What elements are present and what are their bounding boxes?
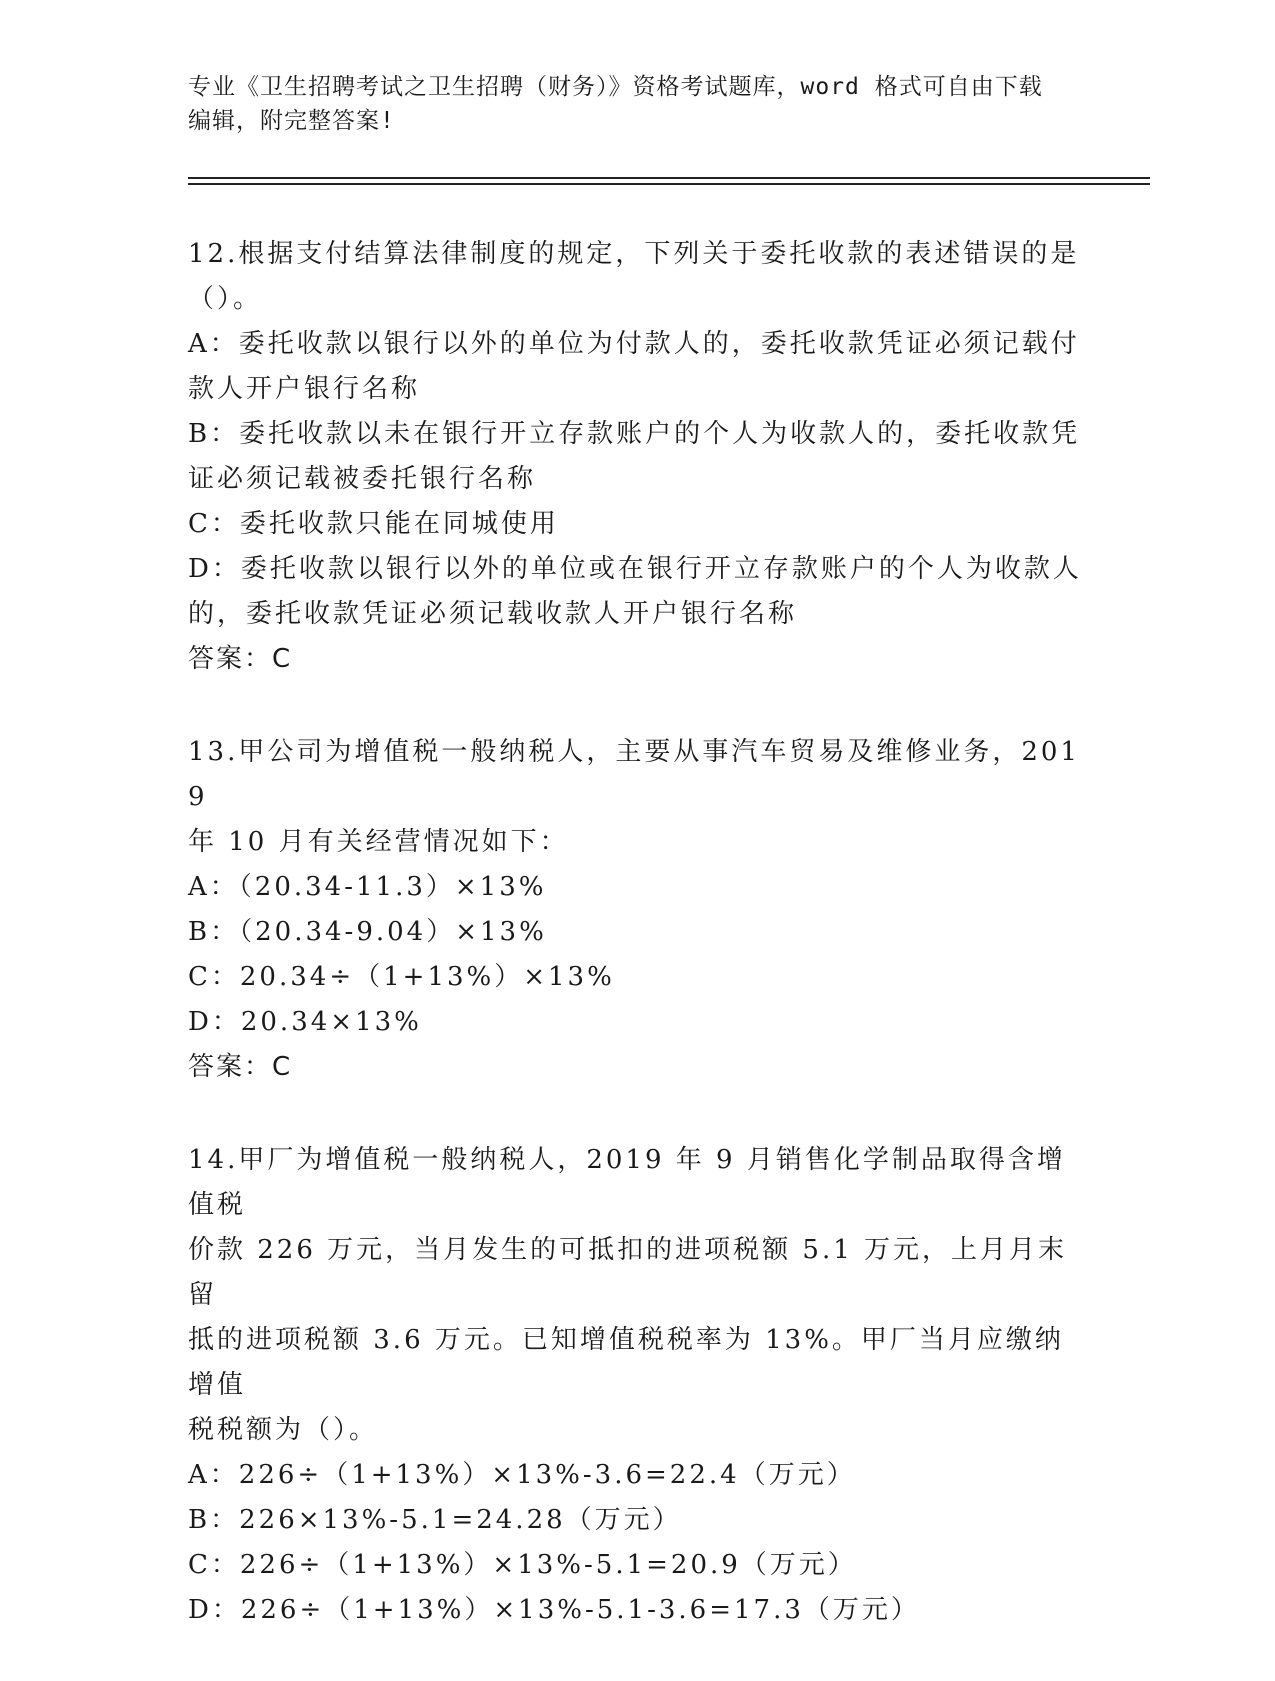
option-line: 证必须记载被委托银行名称 — [188, 464, 537, 494]
question-list — [188, 232, 1088, 1681]
header-divider-bottom — [188, 183, 1150, 185]
option-line: D：226÷（1+13%）×13%-5.1-3.6=17.3（万元） — [188, 1595, 920, 1625]
question-stem-line: 税税额为（）。 — [188, 1415, 379, 1445]
answer-option — [188, 412, 1088, 502]
option-line: D：委托收款以银行以外的单位或在银行开立存款账户的个人为收款人 — [188, 554, 1082, 584]
answer-option — [188, 1543, 1088, 1588]
document-header — [188, 70, 1088, 138]
option-line: A：226÷（1+13%）×13%-3.6=22.4（万元） — [188, 1460, 856, 1490]
option-line: 款人开户银行名称 — [188, 374, 421, 404]
header-line-1: 专业《卫生招聘考试之卫生招聘（财务）》资格考试题库，word 格式可自由下载 — [188, 74, 1043, 100]
answer-key: 答案：C — [188, 1052, 293, 1082]
option-line: A：委托收款以银行以外的单位为付款人的，委托收款凭证必须记载付 — [188, 329, 1080, 359]
option-line: C：226÷（1+13%）×13%-5.1=20.9（万元） — [188, 1550, 857, 1580]
question-stem-line: 年 10 月有关经营情况如下： — [188, 827, 569, 857]
answer-option — [188, 322, 1088, 412]
option-line: 的，委托收款凭证必须记载收款人开户银行名称 — [188, 599, 798, 629]
question-stem-line: 12.根据支付结算法律制度的规定，下列关于委托收款的表述错误的是 — [188, 239, 1080, 269]
question-block — [188, 730, 1088, 1090]
question-stem-line: （）。 — [188, 284, 263, 314]
header-divider-top — [188, 177, 1150, 179]
answer-option — [188, 865, 1088, 910]
option-line: B：226×13%-5.1=24.28（万元） — [188, 1505, 682, 1535]
question-block — [188, 1138, 1088, 1633]
answer-option — [188, 547, 1088, 637]
answer-option — [188, 1453, 1088, 1498]
option-line: B：委托收款以未在银行开立存款账户的个人为收款人的，委托收款凭 — [188, 419, 1081, 449]
answer-key: 答案：C — [188, 644, 293, 674]
question-stem-line: 抵的进项税额 3.6 万元。已知增值税税率为 13%。甲厂当月应缴纳增值 — [188, 1325, 1064, 1400]
answer-option — [188, 1000, 1088, 1045]
option-line: C：委托收款只能在同城使用 — [188, 509, 559, 539]
answer-option — [188, 955, 1088, 1000]
option-line: A：（20.34-11.3）×13% — [188, 872, 547, 902]
header-line-2: 编辑，附完整答案! — [188, 108, 395, 134]
question-stem-line: 14.甲厂为增值税一般纳税人，2019 年 9 月销售化学制品取得含增值税 — [188, 1145, 1066, 1220]
option-line: C：20.34÷（1+13%）×13% — [188, 962, 615, 992]
option-line: D：20.34×13% — [188, 1007, 422, 1037]
question-block — [188, 232, 1088, 682]
option-line: B：（20.34-9.04）×13% — [188, 917, 547, 947]
question-stem-line: 价款 226 万元，当月发生的可抵扣的进项税额 5.1 万元，上月月末留 — [188, 1235, 1068, 1310]
answer-option — [188, 1498, 1088, 1543]
question-stem-line: 13.甲公司为增值税一般纳税人，主要从事汽车贸易及维修业务，2019 — [188, 737, 1080, 812]
answer-option — [188, 502, 1088, 547]
answer-option — [188, 1588, 1088, 1633]
answer-option — [188, 910, 1088, 955]
